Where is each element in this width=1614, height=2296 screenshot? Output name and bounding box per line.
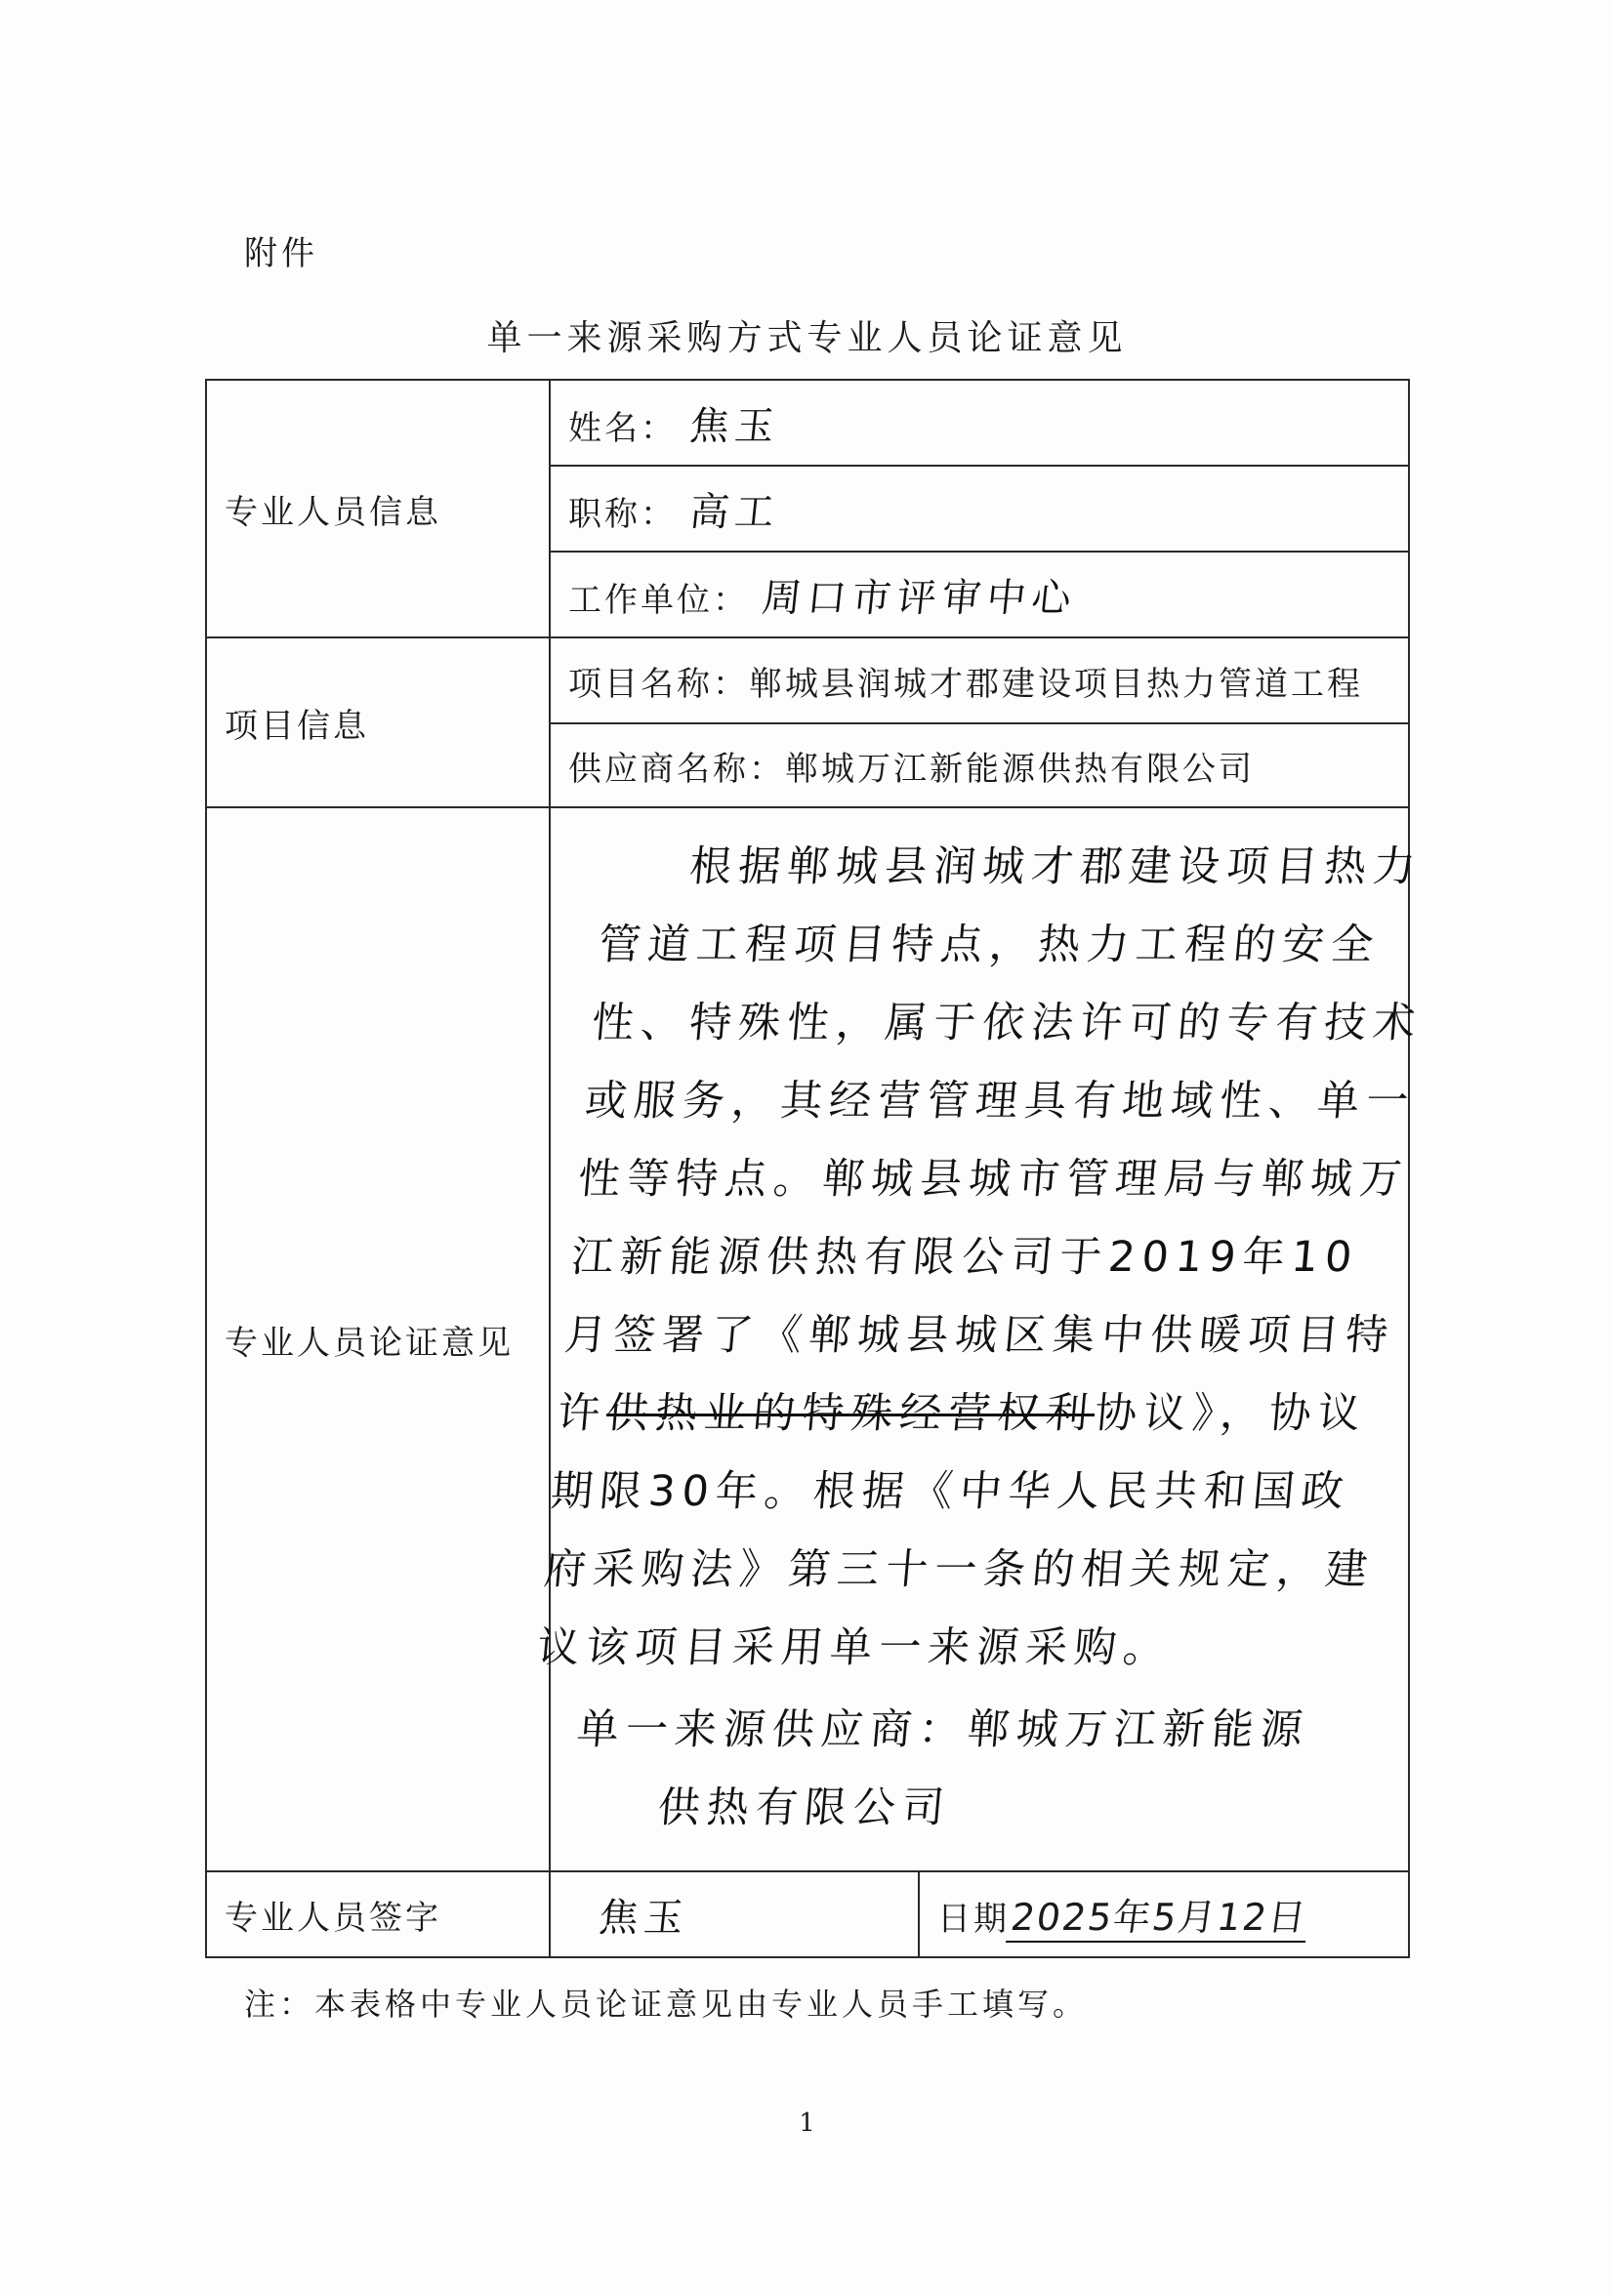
project-info-section-label: 项目信息 — [206, 637, 550, 807]
signature-label: 专业人员签字 — [206, 1871, 550, 1957]
title-value: 高工 — [687, 489, 782, 535]
name-value: 焦玉 — [687, 403, 782, 449]
expert-unit-row — [550, 552, 1409, 637]
supplier-name-row — [550, 723, 1409, 807]
title-label: 职称： — [568, 494, 677, 534]
supplier-label: 供应商名称： — [568, 749, 785, 789]
opinion-section-label: 专业人员论证意见 — [206, 807, 550, 1871]
signature-value: 焦玉 — [597, 1895, 692, 1941]
opinion-supplier-line2: 供热有限公司 — [655, 1784, 954, 1832]
opinion-form-table — [205, 379, 1425, 1958]
handwritten-opinion — [519, 828, 1438, 1847]
expert-title-row — [550, 466, 1409, 552]
opinion-content — [534, 807, 1425, 1871]
page-number: 1 — [799, 2109, 815, 2138]
form-note: 注：本表格中专业人员论证意见由专业人员手工填写。 — [244, 1986, 1089, 2023]
date-value: 2025年5月12日 — [1006, 1887, 1313, 1943]
struck-text: 供热业的特殊经营权利 — [603, 1389, 1097, 1438]
date-cell — [919, 1871, 1409, 1957]
date-label: 日期 — [937, 1899, 1010, 1939]
document-title: 单一来源采购方式专业人员论证意见 — [486, 318, 1128, 358]
unit-value: 周口市评审中心 — [760, 575, 1079, 621]
name-label: 姓名： — [568, 408, 677, 448]
supplier-value: 郸城万江新能源供热有限公司 — [785, 749, 1255, 789]
attachment-label: 附件 — [244, 234, 318, 273]
opinion-supplier-block — [519, 1691, 1363, 1847]
opinion-supplier-line1: 单一来源供应商：郸城万江新能源 — [574, 1705, 1312, 1754]
signature-cell — [550, 1871, 919, 1957]
opinion-paragraph: 根据郸城县润城才郡建设项目热力管道工程项目特点，热力工程的安全性、特殊性，属于依法许可的专有技术或服务，其经营管理具有地域性、单一性等特点。郸城县城市管理局与郸城万江新能源供热有限公司于2019年10月签署了《郸城县城区集中供暖项目特许供热业的特殊经营权利协议》，协议期限30年。根据《中华人民共和国政府采购法》第三十一条的相关规定，建议该项目采用单一来源采购。 — [534, 842, 1425, 1672]
expert-info-section-label: 专业人员信息 — [206, 380, 550, 637]
project-name-row — [550, 637, 1409, 723]
expert-name-row — [550, 380, 1409, 466]
project-value: 郸城县润城才郡建设项目热力管道工程 — [749, 664, 1363, 704]
project-label: 项目名称： — [568, 664, 749, 704]
unit-label: 工作单位： — [568, 580, 749, 620]
